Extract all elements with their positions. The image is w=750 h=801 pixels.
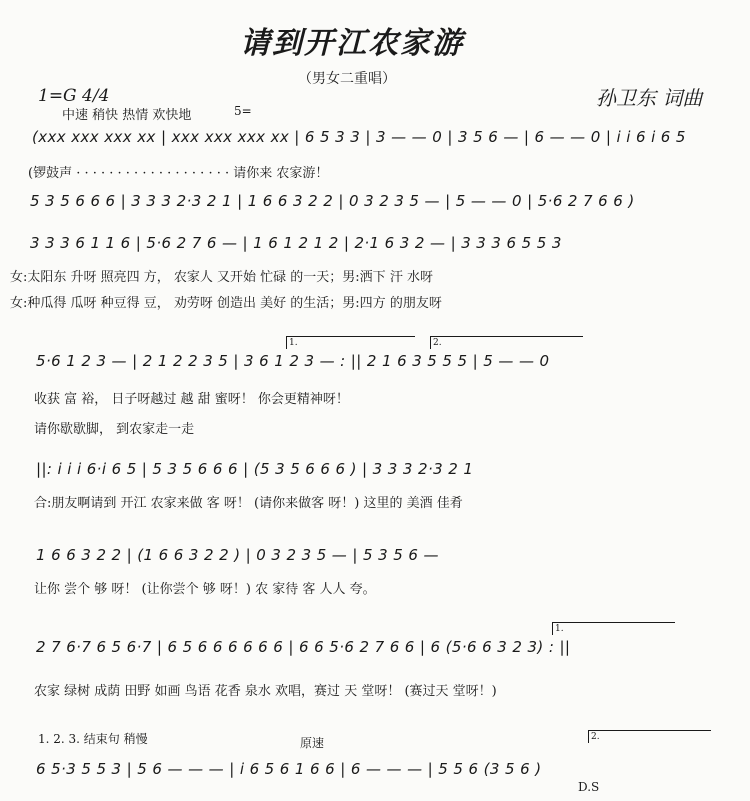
lowered-note-mark: 5=: [234, 104, 252, 118]
tempo-marking: 中速 稍快 热情 欢快地: [62, 108, 192, 123]
notation-line-1: (xxx xxx xxx xx | xxx xxx xxx xx | 6 5 3 3 | 3 — — 0 | 3 5 6 — | 6 — — 0 | i i 6 i 6 5: [32, 128, 686, 146]
notation-line-4: 5·6 1 2 3 — | 2 1 2 2 3 5 | 3 6 1 2 3 — : || 2 1 6 3 5 5 5 | 5 — — 0: [36, 352, 550, 370]
ending-marks: 1. 2. 3. 结束句 稍慢: [38, 732, 148, 746]
notation-line-2: 5 3 5 6 6 6 | 3 3 3 2·3 2 1 | 1 6 6 3 2 2 | 0 3 2 3 5 — | 5 — — 0 | 5·6 2 7 6 6 ): [30, 192, 635, 210]
notation-line-8: 6 5·3 5 5 3 | 5 6 — — — | i 6 5 6 1 6 6 | 6 — — — | 5 5 6 (3 5 6 ): [36, 760, 542, 778]
notation-line-3: 3 3 3 6 1 1 6 | 5·6 2 7 6 — | 1 6 1 2 1 2 | 2·1 6 3 2 — | 3 3 3 6 5 5 3: [30, 234, 562, 252]
lyrics-line-1: (锣鼓声 · · · · · · · · · · · · · · · · · · · 请你来 农家游！: [28, 166, 329, 181]
lyrics-line-3b: 女:种瓜得 瓜呀 种豆得 豆， 劝劳呀 创造出 美好 的生活；男:四方 的朋友呀: [10, 296, 442, 311]
song-title: 请到开江农家游: [240, 26, 464, 61]
volta-bracket-3: 1.: [552, 622, 675, 635]
volta-bracket-1: 1.: [286, 336, 415, 349]
notation-line-6: 1 6 6 3 2 2 | (1 6 6 3 2 2 ) | 0 3 2 3 5 — | 5 3 5 6 —: [36, 546, 439, 564]
composer-credit: 孙卫东 词曲: [596, 86, 703, 110]
key-signature: 1=G 4/4: [38, 86, 110, 106]
song-subtitle: （男女二重唱）: [298, 71, 396, 87]
tempo-return-mark: 原速: [300, 736, 325, 750]
lyrics-line-7: 农家 绿树 成荫 田野 如画 鸟语 花香 泉水 欢唱，赛过 天 堂呀！ (赛过天 堂呀！): [34, 684, 497, 699]
lyrics-line-4a: 收获 富 裕， 日子呀越过 越 甜 蜜呀！ 你会更精神呀！: [34, 392, 349, 407]
volta-bracket-2: 2.: [430, 336, 583, 349]
ds-mark: D.S: [578, 780, 600, 794]
lyrics-line-4b: 请你歇歇脚， 到农家走一走: [34, 422, 195, 437]
notation-line-5: ||: i i i 6·i 6 5 | 5 3 5 6 6 6 | (5 3 5 6 6 6 ) | 3 3 3 2·3 2 1: [36, 460, 474, 478]
notation-line-7: 2 7 6·7 6 5 6·7 | 6 5 6 6 6 6 6 6 | 6 6 5·6 2 7 6 6 | 6 (5·6 6 3 2 3) : ||: [36, 638, 571, 656]
lyrics-line-5: 合:朋友啊请到 开江 农家来做 客 呀！ (请你来做客 呀！) 这里的 美酒 佳肴: [34, 496, 463, 511]
volta-bracket-4: 2.: [588, 730, 711, 743]
lyrics-line-3a: 女:太阳东 升呀 照亮四 方， 农家人 又开始 忙碌 的一天；男:洒下 汗 水呀: [10, 270, 433, 285]
lyrics-line-6: 让你 尝个 够 呀！ (让你尝个 够 呀！) 农 家待 客 人人 夸。: [34, 582, 376, 597]
